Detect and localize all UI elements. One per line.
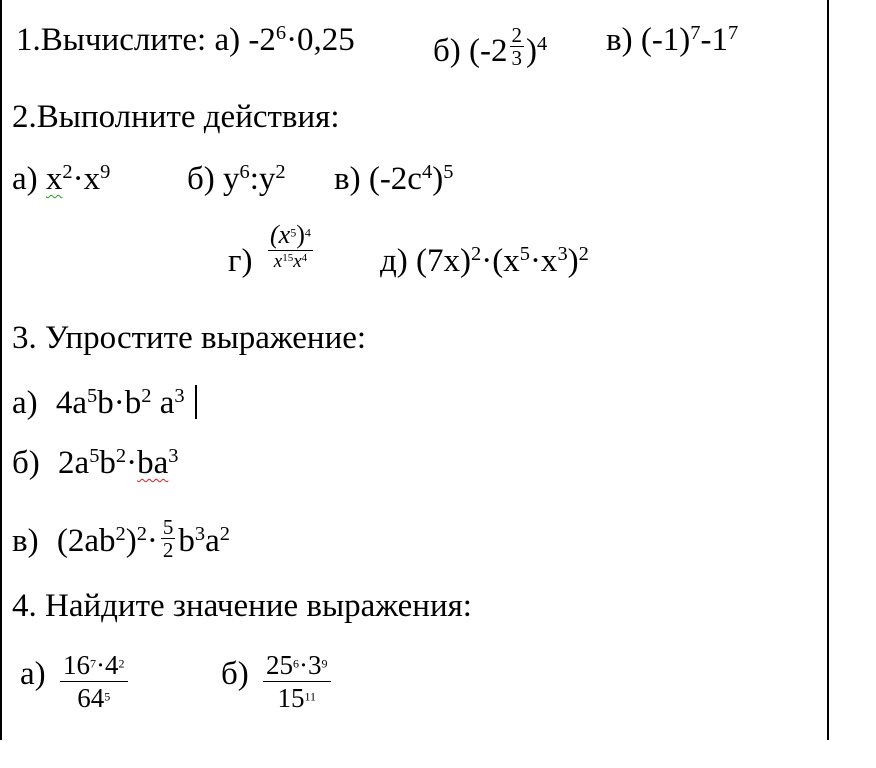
task3-title: 3. Упростите выражение: bbox=[12, 320, 367, 356]
task1-c: в) $(-1)^7-1^7$ bbox=[606, 21, 739, 58]
task2-c: в) $(-2c^4)^5$ bbox=[334, 160, 454, 197]
task2-d-label: г) bbox=[228, 243, 253, 279]
task3-a: а) $4a^5b\cdot b^2$ $a^3$ bbox=[12, 385, 197, 420]
task4-b-denominator: $15^{11}$ bbox=[277, 683, 317, 713]
task4-a-fraction bbox=[60, 652, 128, 714]
task3-b: б) $2a^5b^2\cdot ba^3$ bbox=[12, 444, 179, 481]
task4-a-denominator: $64^5$ bbox=[77, 683, 111, 713]
left-border bbox=[0, 0, 2, 740]
task1-title: 1.Вычислите: bbox=[16, 22, 207, 58]
task1-b-label: б) bbox=[433, 33, 461, 70]
task2-a: а) $x^2\cdot x^9$ bbox=[12, 160, 111, 197]
task2-title: 2.Выполните действия: bbox=[12, 99, 340, 135]
task1-c-label: в) bbox=[606, 22, 633, 58]
text-cursor bbox=[195, 385, 197, 419]
task2-d-numerator: $(x^5)^4$ bbox=[270, 220, 311, 249]
task1-row bbox=[16, 21, 355, 58]
task3-c: в) $(2ab^2)^2\cdot$ $\frac{5}{2}$ $b^3a^2$ bbox=[12, 515, 230, 563]
right-border bbox=[827, 0, 829, 740]
task4-title: 4. Найдите значение выражения: bbox=[12, 588, 472, 624]
task4-b-label: б) bbox=[221, 656, 249, 692]
task4-a-label: а) bbox=[20, 656, 46, 692]
task2-d-fraction bbox=[268, 222, 313, 273]
task1-a-label: а) bbox=[214, 22, 241, 58]
task2-d-denominator: $x^{15}x^4$ bbox=[273, 251, 308, 272]
task3-c-fraction: $\frac{5}{2}$ bbox=[162, 515, 174, 563]
task2-b: б) $y^6:y^2$ bbox=[187, 160, 286, 197]
task4-b-fraction bbox=[263, 652, 331, 714]
task2-e: д) $(7x)^2\cdot(x^5\cdot x^3)^2$ bbox=[380, 242, 589, 279]
task1-b-fraction: $\frac{2}{3}$ bbox=[511, 23, 523, 71]
task4-a-numerator: $16^7\cdot 4^2$ bbox=[60, 652, 128, 682]
task1-a-expr: $-2^6\cdot 0,25$ bbox=[248, 21, 355, 58]
task4-b-numerator: $25^6\cdot 3^9$ bbox=[263, 652, 331, 682]
task1-b: б) (-2 $\frac{2}{3}$ )$^4$ bbox=[433, 23, 548, 71]
